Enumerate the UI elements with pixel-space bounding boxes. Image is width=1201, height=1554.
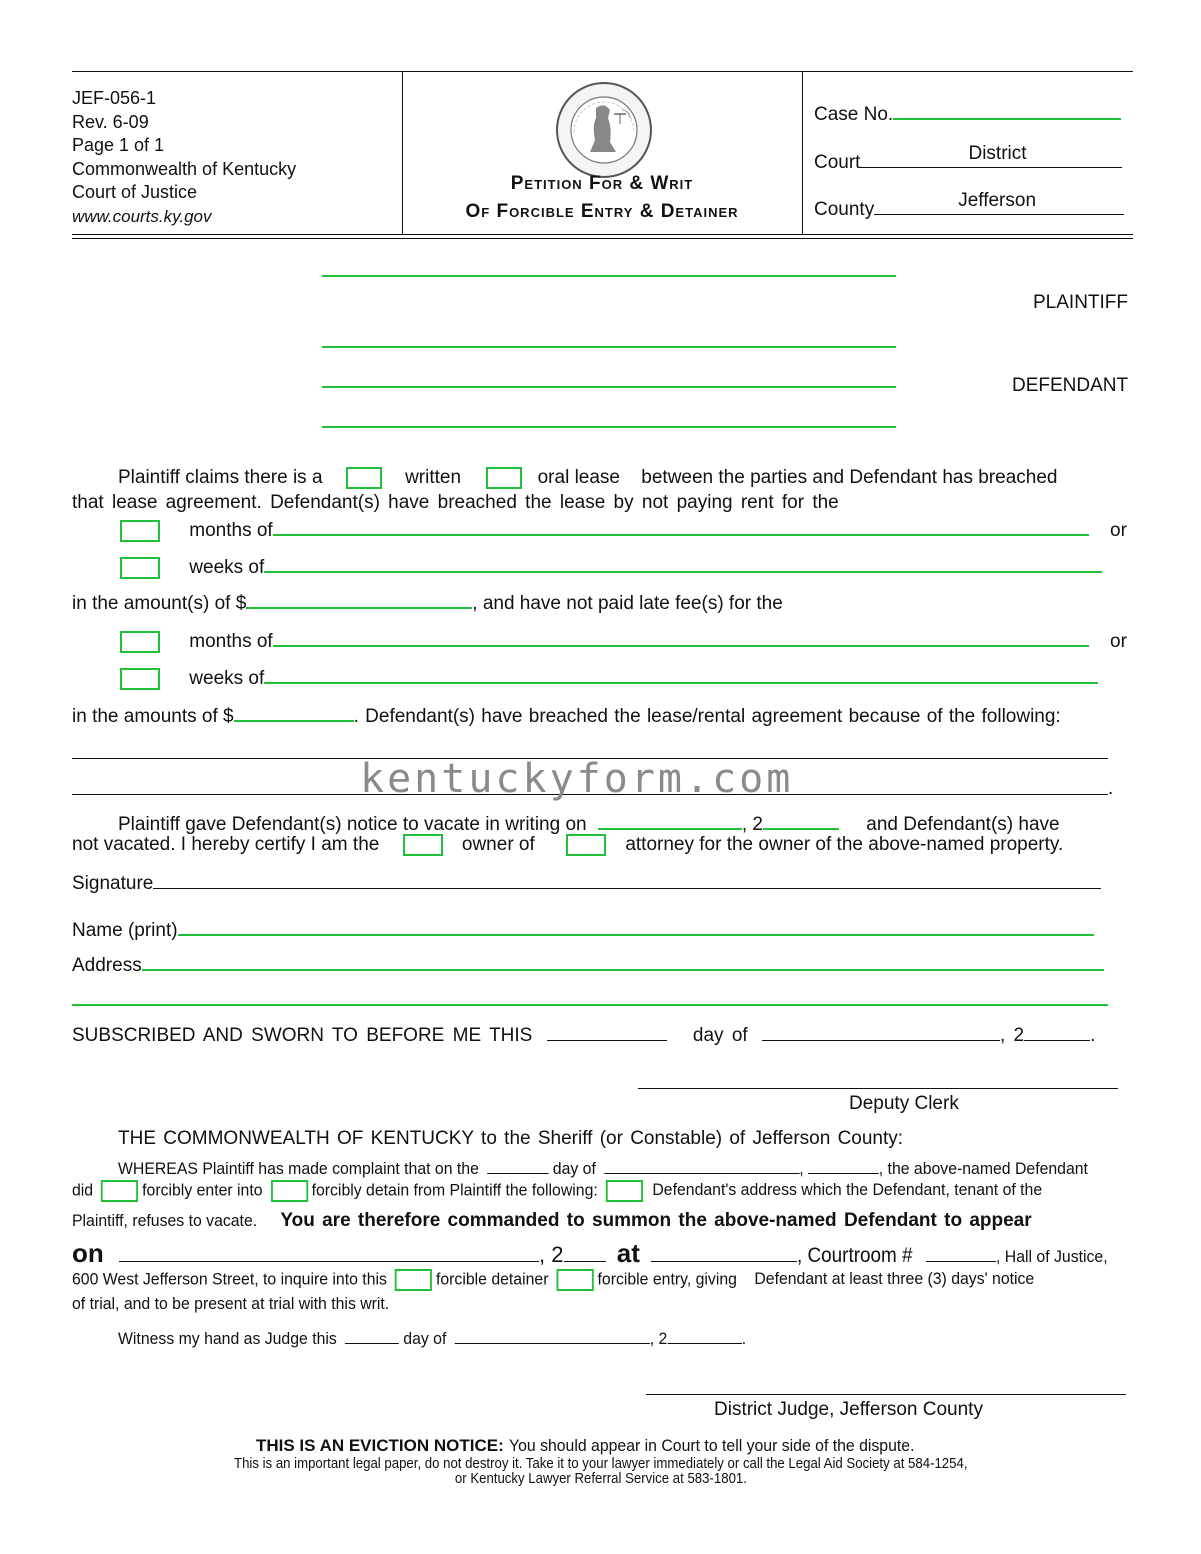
header-divider-right (802, 71, 803, 234)
defendant-name-field-2[interactable] (322, 386, 896, 388)
witness-day-of: day of (403, 1329, 447, 1348)
deputy-clerk-signature-line[interactable] (638, 1088, 1118, 1089)
fee-amount-field[interactable] (234, 702, 354, 722)
name-row (72, 916, 1094, 942)
rent-weeks-field[interactable] (264, 553, 1102, 573)
defendant-name-field-3[interactable] (322, 426, 896, 428)
case-no-row (814, 100, 1121, 126)
sworn-row: SUBSCRIBED AND SWORN TO BEFORE ME THIS day of , 2 . (72, 1022, 1095, 1047)
written-label: written (405, 467, 462, 489)
rent-months-checkbox[interactable] (120, 520, 160, 542)
appear-year-field[interactable] (564, 1243, 606, 1262)
months-of-label: months of (189, 520, 273, 541)
refuses-label: Plaintiff, refuses to vacate. (72, 1211, 258, 1230)
whereas-defendant: the above-named Defendant (887, 1159, 1088, 1178)
page-number: Page 1 of 1 (72, 135, 165, 155)
whereas-day-of: day of (552, 1159, 596, 1178)
court-label: Court (814, 152, 861, 173)
address-field[interactable] (142, 951, 1104, 971)
fee-months-row (120, 627, 1127, 653)
amount-row (72, 589, 783, 615)
judge-signature-line[interactable] (646, 1394, 1126, 1395)
trial-text: of trial, and to be present at trial with this writ. (72, 1294, 390, 1313)
fee-weeks-checkbox[interactable] (120, 668, 160, 690)
appear-row (72, 1238, 1116, 1269)
whereas-row: WHEREAS Plaintiff has made complaint that on the day of , , the above-named Defendant (118, 1159, 1088, 1178)
defendant-label: DEFENDANT (1012, 375, 1129, 396)
name-print-field[interactable] (178, 916, 1094, 936)
sworn-month-field[interactable] (762, 1022, 1000, 1041)
attorney-checkbox[interactable] (566, 834, 606, 856)
form-info (72, 87, 296, 228)
forcible-entry-checkbox[interactable] (557, 1269, 594, 1291)
defendants-address-checkbox[interactable] (606, 1180, 643, 1202)
rent-weeks-checkbox[interactable] (120, 557, 160, 579)
address-row (72, 951, 1104, 977)
notice-text-c: and Defendant(s) have (866, 814, 1060, 835)
appear-date-field[interactable] (119, 1243, 539, 1262)
header-bottom-rule-2 (72, 238, 1133, 239)
certify-text: not vacated. I hereby certify I am the (72, 834, 380, 856)
watermark: kentuckyform.com (360, 756, 794, 802)
case-no-field[interactable] (893, 100, 1121, 120)
forcibly-enter-checkbox[interactable] (101, 1180, 138, 1202)
notice-line-2 (72, 834, 1063, 856)
sworn-day-of: day of (692, 1025, 748, 1046)
website: www.courts.ky.gov (72, 206, 212, 226)
address-label: Address (72, 955, 142, 976)
whereas-text: WHEREAS Plaintiff has made complaint that on the (118, 1159, 479, 1178)
plaintiff-name-field[interactable] (322, 275, 896, 277)
commonwealth: Commonwealth of Kentucky (72, 158, 297, 179)
rent-months-row (120, 516, 1127, 542)
fee-months-field[interactable] (273, 627, 1089, 647)
period: . (1108, 778, 1114, 799)
witness-row: Witness my hand as Judge this day of , 2 . (118, 1329, 747, 1348)
forcible-detainer-checkbox[interactable] (395, 1269, 432, 1291)
amounts-label: in the amounts of $ (72, 706, 234, 727)
rent-months-field[interactable] (273, 516, 1089, 536)
owner-label: owner of (461, 834, 535, 856)
whereas-month-field[interactable] (604, 1158, 799, 1174)
notice-date-field[interactable] (598, 810, 742, 830)
written-lease-checkbox[interactable] (346, 467, 382, 489)
county-label: County (814, 199, 875, 220)
witness-year-prefix: , 2 (649, 1329, 668, 1348)
amounts-row (72, 702, 1061, 728)
signature-label: Signature (72, 873, 154, 894)
court-value: District (968, 143, 1027, 164)
appear-year-prefix: , 2 (539, 1242, 564, 1267)
court-row (814, 143, 1122, 174)
refuses-row (72, 1210, 1032, 1232)
court-of-justice: Court of Justice (72, 182, 198, 202)
notice-days-text: Defendant at least three (3) days' notice (754, 1269, 1035, 1289)
rent-amount-field[interactable] (246, 589, 472, 609)
lawyer-referral-notice (0, 1470, 1201, 1487)
forcibly-detain-label: forcibly detain from Plaintiff the following: (311, 1180, 598, 1200)
witness-day-field[interactable] (345, 1328, 399, 1344)
notice-text-a: Plaintiff gave Defendant(s) notice to vacate in writing on (118, 814, 587, 835)
revision: Rev. 6-09 (72, 111, 149, 132)
form-title-line1: Petition For & Writ (510, 173, 694, 194)
weeks-of-label: weeks of (189, 557, 265, 578)
header-bottom-rule (72, 234, 1133, 235)
amount-label: in the amount(s) of $ (72, 593, 247, 614)
hall-of-justice: , Hall of Justice, (995, 1247, 1108, 1266)
sworn-day-field[interactable] (547, 1022, 667, 1041)
forcible-detainer-label: forcible detainer (435, 1269, 549, 1289)
appear-time-field[interactable] (651, 1243, 797, 1262)
street-row (72, 1269, 1034, 1291)
at-label: at (616, 1238, 640, 1268)
deputy-clerk-label: Deputy Clerk (849, 1093, 959, 1114)
kentucky-court-seal-icon (554, 80, 654, 180)
county-value: Jefferson (958, 190, 1037, 211)
claim-text-b: between the parties and Defendant has breached (641, 467, 1058, 489)
owner-checkbox[interactable] (403, 834, 443, 856)
courtroom-label: , Courtroom # (797, 1244, 913, 1267)
signature-field[interactable] (153, 870, 1101, 889)
oral-lease-checkbox[interactable] (486, 467, 522, 489)
courtroom-field[interactable] (926, 1243, 996, 1262)
header-top-rule (72, 71, 1133, 72)
oral-label: oral lease (537, 467, 620, 489)
whereas-year-field[interactable] (808, 1158, 879, 1174)
or-label-2: or (1110, 631, 1127, 652)
forcible-entry-label: forcible entry, giving (597, 1269, 737, 1289)
claim-line-2: that lease agreement. Defendant(s) have breached the lease by not paying rent for the (72, 492, 839, 513)
on-label: on (72, 1238, 104, 1268)
defendants-address-label: Defendant's address which the Defendant, tenant of the (652, 1180, 1043, 1200)
rent-weeks-row (120, 553, 1102, 579)
signature-row (72, 870, 1101, 895)
county-row (814, 190, 1124, 221)
claim-text-a: Plaintiff claims there is a (118, 467, 323, 489)
attorney-label: attorney for the owner of the above-named property. (625, 834, 1064, 856)
legal-aid-line: This is an important legal paper, do not destroy it. Take it to your lawyer immediately or call the Legal Aid Society at 584-1254, (233, 1455, 968, 1472)
notice-year-prefix: , 2 (741, 814, 763, 835)
sworn-text: SUBSCRIBED AND SWORN TO BEFORE ME THIS (72, 1025, 533, 1046)
claim-line-1 (118, 467, 1057, 489)
name-print-label: Name (print) (72, 920, 178, 941)
fee-months-checkbox[interactable] (120, 631, 160, 653)
weeks-of-label-2: weeks of (189, 668, 265, 689)
address-field-2[interactable] (72, 1004, 1108, 1006)
district-judge-label: District Judge, Jefferson County (714, 1399, 983, 1420)
street-text: 600 West Jefferson Street, to inquire into this (72, 1269, 387, 1289)
forcibly-detain-checkbox[interactable] (271, 1180, 308, 1202)
notice-year-field[interactable] (763, 810, 839, 830)
or-label: or (1110, 520, 1127, 541)
form-number: JEF-056-1 (72, 88, 157, 108)
breach-reason-label: . Defendant(s) have breached the lease/rental agreement because of the following: (353, 706, 1061, 727)
sworn-year-field[interactable] (1024, 1022, 1090, 1041)
fee-weeks-row (120, 664, 1098, 690)
eviction-notice-bold: THIS IS AN EVICTION NOTICE: (255, 1436, 504, 1455)
eviction-notice-text: You should appear in Court to tell your side of the dispute. (509, 1436, 915, 1455)
form-title-line2: Of Forcible Entry & Detainer (465, 201, 739, 222)
whereas-day-field[interactable] (487, 1158, 548, 1174)
witness-month-field[interactable] (454, 1328, 649, 1344)
did-row (72, 1180, 1042, 1202)
defendant-name-field-1[interactable] (322, 346, 896, 348)
eviction-notice (0, 1435, 1201, 1457)
late-fee-label: , and have not paid late fee(s) for the (472, 593, 783, 614)
plaintiff-label: PLAINTIFF (1033, 292, 1129, 313)
witness-text: Witness my hand as Judge this (118, 1329, 337, 1348)
sworn-year-prefix: , 2 (999, 1025, 1025, 1046)
notice-line-1 (118, 810, 1060, 836)
court-field[interactable] (860, 143, 1122, 168)
months-of-label-2: months of (189, 631, 273, 652)
fee-weeks-field[interactable] (264, 664, 1098, 684)
witness-year-field[interactable] (667, 1328, 741, 1344)
lawyer-referral-line: or Kentucky Lawyer Referral Service at 583-1801. (454, 1470, 747, 1487)
commanded-text: You are therefore commanded to summon the above-named Defendant to appear (280, 1210, 1032, 1231)
county-field[interactable] (874, 190, 1124, 215)
forcibly-enter-label: forcibly enter into (142, 1180, 263, 1200)
writ-heading: THE COMMONWEALTH OF KENTUCKY to the Sheriff (or Constable) of Jefferson County: (118, 1128, 904, 1149)
case-no-label: Case No. (814, 104, 894, 125)
did-label: did (72, 1180, 94, 1200)
